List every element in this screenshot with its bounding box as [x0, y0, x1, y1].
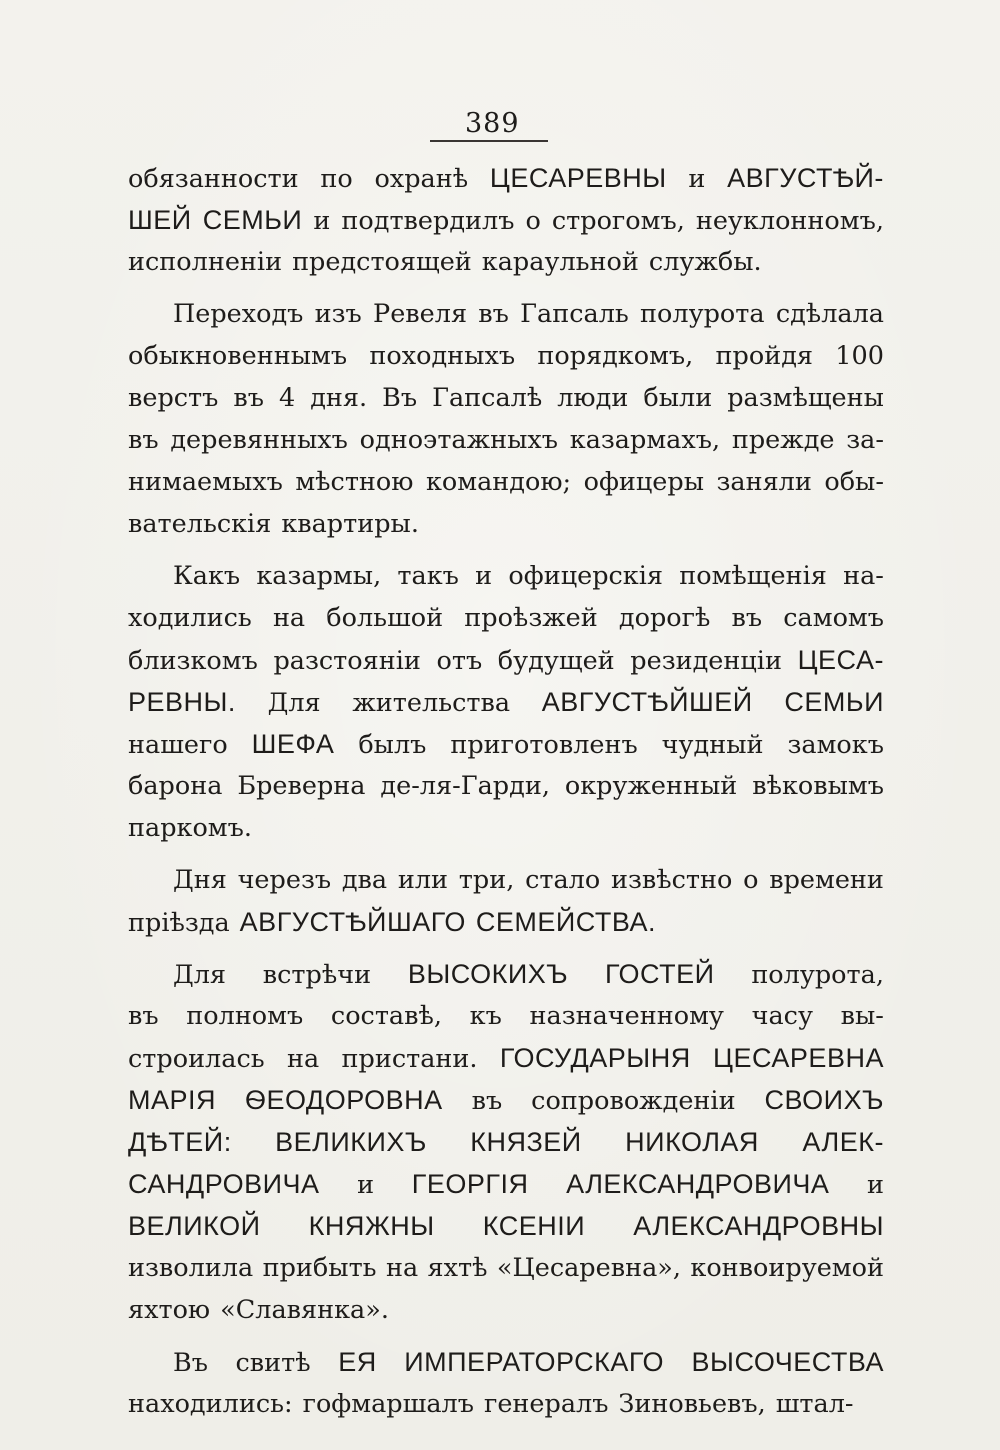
text-line: въ полномъ составѣ, къ назначенному часу вы-: [128, 1001, 884, 1031]
text-line: нимаемыхъ мѣстною командою; офицеры заняли обы-: [128, 467, 884, 497]
paragraph-gap: [128, 943, 884, 953]
paragraph: [128, 1341, 884, 1425]
text-line: нашего ШЕФА былъ приготовленъ чудный замокъ: [128, 729, 884, 760]
paragraph: [128, 293, 884, 545]
text-line: въ деревянныхъ одноэтажныхъ казармахъ, прежде за-: [128, 425, 884, 455]
text-line: вательскія квартиры.: [128, 509, 419, 539]
paragraph-gap: [128, 545, 884, 555]
text-line: паркомъ.: [128, 813, 252, 843]
text-line: ШЕЙ СЕМЬИ и подтвердилъ о строгомъ, неуклонномъ,: [128, 205, 884, 236]
body-text: [128, 157, 884, 1425]
text-line: обязанности по охранѣ ЦЕСАРЕВНЫ и АВГУСТѢЙ-: [128, 163, 884, 194]
paragraph: [128, 859, 884, 943]
text-line: ВЕЛИКОЙ КНЯЖНЫ КСЕНІИ АЛЕКСАНДРОВНЫ: [128, 1211, 884, 1241]
text-line: МАРІЯ ѲЕОДОРОВНА въ сопровожденіи СВОИХЪ: [128, 1085, 884, 1116]
paragraph-gap: [128, 283, 884, 293]
paragraph-gap: [128, 1331, 884, 1341]
text-line: Дня черезъ два или три, стало извѣстно о времени: [173, 865, 884, 895]
page-number: 389: [465, 108, 520, 139]
paragraph: [128, 555, 884, 849]
text-line: Переходъ изъ Ревеля въ Гапсаль полурота сдѣлала: [173, 299, 884, 329]
paragraph-gap: [128, 849, 884, 859]
text-line: Какъ казармы, такъ и офицерскія помѣщенія на-: [173, 561, 884, 591]
text-line: РЕВНЫ. Для жительства АВГУСТѢЙШЕЙ СЕМЬИ: [128, 687, 884, 718]
text-line: находились: гофмаршалъ генералъ Зиновьевъ, штал-: [128, 1389, 854, 1419]
text-line: исполненіи предстоящей караульной службы.: [128, 247, 762, 277]
text-line: Для встрѣчи ВЫСОКИХЪ ГОСТЕЙ полурота,: [173, 959, 884, 990]
paragraph: [128, 953, 884, 1331]
text-line: САНДРОВИЧА и ГЕОРГІЯ АЛЕКСАНДРОВИЧА и: [128, 1169, 884, 1200]
text-line: барона Бреверна де-ля-Гарди, окруженный вѣковымъ: [128, 771, 884, 801]
text-line: ходились на большой проѣзжей дорогѣ въ самомъ: [128, 603, 884, 633]
text-line: изволила прибыть на яхтѣ «Цесаревна», конвоируемой: [128, 1253, 884, 1283]
text-line: яхтою «Славянка».: [128, 1295, 389, 1325]
text-line: ДѢТЕЙ: ВЕЛИКИХЪ КНЯЗЕЙ НИКОЛАЯ АЛЕК-: [128, 1127, 884, 1157]
text-line: обыкновеннымъ походныхъ порядкомъ, пройдя 100: [128, 341, 884, 371]
text-line: верстъ въ 4 дня. Въ Гапсалѣ люди были размѣщены: [128, 383, 884, 413]
text-line: Въ свитѣ ЕЯ ИМПЕРАТОРСКАГО ВЫСОЧЕСТВА: [173, 1347, 884, 1378]
paragraph: [128, 157, 884, 283]
text-line: близкомъ разстояніи отъ будущей резиденціи ЦЕСА-: [128, 645, 884, 676]
page-number-rule: [430, 140, 548, 142]
text-line: пріѣзда АВГУСТѢЙШАГО СЕМЕЙСТВА.: [128, 907, 656, 938]
text-line: строилась на пристани. ГОСУДАРЫНЯ ЦЕСАРЕВНА: [128, 1043, 884, 1074]
